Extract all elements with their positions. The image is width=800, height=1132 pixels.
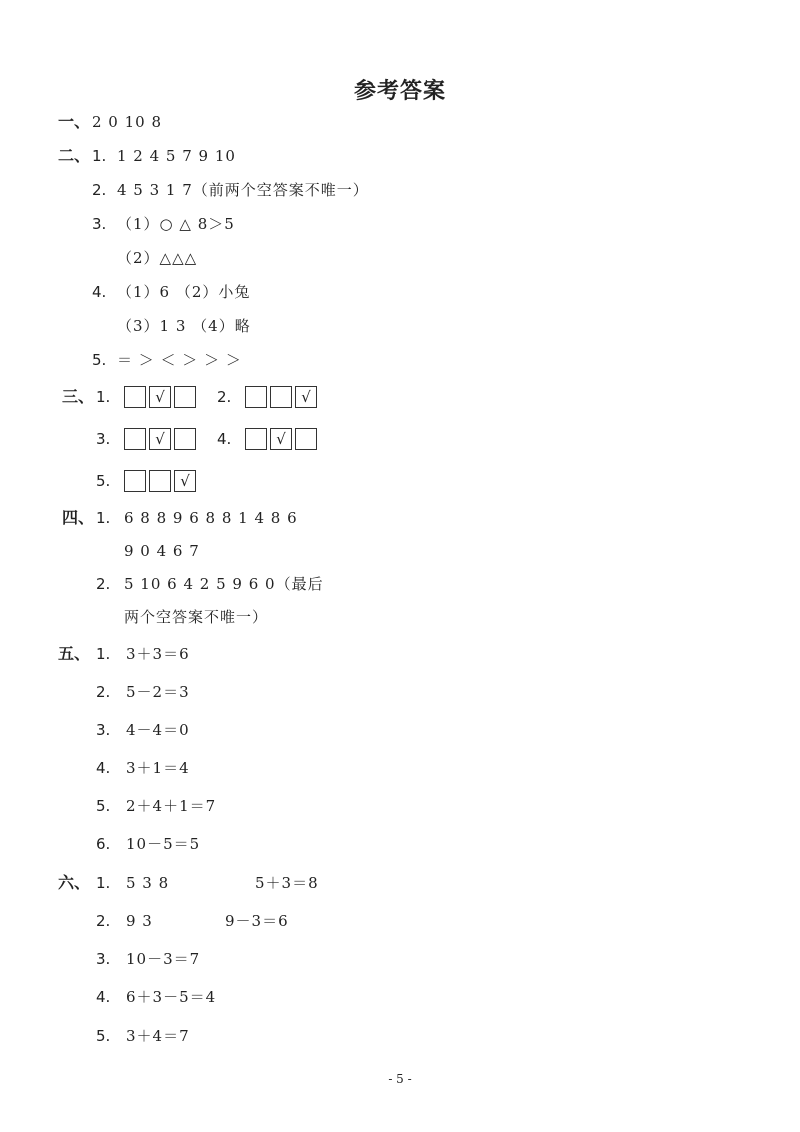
section-3-q5-boxes — [124, 470, 199, 492]
page-title: 参考答案 — [353, 79, 446, 104]
section-2-q4-number: 4. — [92, 283, 107, 301]
section-5-q1-number: 1. — [96, 645, 111, 663]
section-2-q5-number: 5. — [92, 351, 107, 369]
answer-box: √ — [270, 428, 292, 450]
section-6-q3-number: 3. — [96, 950, 111, 968]
section-6-q3-answer: 10－3＝7 — [126, 950, 201, 968]
section-5-q4-answer: 3＋1＝4 — [126, 759, 190, 777]
section-4-q1-answer: 6 8 8 9 6 8 8 1 4 8 6 — [124, 509, 298, 527]
section-6-q5-answer: 3＋4＝7 — [126, 1027, 190, 1045]
section-5-q6-row — [0, 829, 800, 859]
answer-box: √ — [295, 386, 317, 408]
answer-box — [245, 386, 267, 408]
section-5-q2-number: 2. — [96, 683, 111, 701]
answer-box — [174, 428, 196, 450]
section-4-label: 四、 — [62, 508, 95, 527]
answer-box: √ — [174, 470, 196, 492]
section-4-q2-row — [0, 569, 800, 599]
section-2-q3-number: 3. — [92, 215, 107, 233]
section-4-q1-row — [0, 503, 800, 533]
section-3-row-3 — [0, 466, 800, 496]
section-2-q5-row — [0, 345, 800, 375]
section-2-q4-answer-2: （3）1 3 （4）略 — [117, 317, 251, 335]
section-6-q1-number: 1. — [96, 874, 111, 892]
section-6-q4-number: 4. — [96, 988, 111, 1006]
section-5-q3-row — [0, 715, 800, 745]
section-2-q1-row — [0, 141, 800, 171]
section-1-label: 一、 — [58, 112, 91, 131]
section-5-q6-number: 6. — [96, 835, 111, 853]
section-6-q4-answer: 6＋3－5＝4 — [126, 988, 217, 1006]
section-4-q2-answer: 5 10 6 4 2 5 9 6 0（最后 — [124, 575, 324, 593]
section-6-q2-number: 2. — [96, 912, 111, 930]
section-6-q2-equation: 9－3＝6 — [225, 912, 289, 930]
section-6-q2-row — [0, 906, 800, 936]
section-2-q1-answer: 1 2 4 5 7 9 10 — [117, 147, 236, 165]
section-5-q5-answer: 2＋4＋1＝7 — [126, 797, 217, 815]
section-3-q2-boxes — [245, 386, 320, 408]
section-5-q2-answer: 5－2＝3 — [126, 683, 190, 701]
section-3-q4-number: 4. — [217, 430, 232, 448]
section-2-label: 二、 — [58, 146, 91, 165]
section-5-q2-row — [0, 677, 800, 707]
section-2-q3-row — [0, 209, 800, 239]
section-5-q5-number: 5. — [96, 797, 111, 815]
section-6-q1-row — [0, 868, 800, 898]
section-5-q4-number: 4. — [96, 759, 111, 777]
section-5-q3-answer: 4－4＝0 — [126, 721, 190, 739]
section-2-q4-answer: （1）6 （2）小兔 — [117, 283, 251, 301]
section-3-q3-number: 3. — [96, 430, 111, 448]
section-1-row — [0, 107, 800, 137]
section-2-q4-row — [0, 277, 800, 307]
section-3-q1-boxes — [124, 386, 199, 408]
section-4-q2-row2 — [0, 602, 800, 632]
section-4-q1-row2 — [0, 536, 800, 566]
answer-box — [245, 428, 267, 450]
section-6-q4-row — [0, 982, 800, 1012]
answer-box: √ — [149, 428, 171, 450]
section-3-q4-boxes — [245, 428, 320, 450]
section-2-q4-row2 — [0, 311, 800, 341]
section-5-q4-row — [0, 753, 800, 783]
section-6-q5-number: 5. — [96, 1027, 111, 1045]
section-2-q2-number: 2. — [92, 181, 107, 199]
section-3-q5-number: 5. — [96, 472, 111, 490]
section-3-q2-number: 2. — [217, 388, 232, 406]
section-2-q2-answer: 4 5 3 1 7（前两个空答案不唯一） — [117, 181, 369, 199]
answer-box — [270, 386, 292, 408]
answer-box — [124, 386, 146, 408]
section-6-q1-equation: 5＋3＝8 — [255, 874, 319, 892]
section-6-q3-row — [0, 944, 800, 974]
section-1-answer: 2 0 10 8 — [92, 113, 163, 131]
section-6-q5-row — [0, 1021, 800, 1051]
section-3-row-1 — [0, 382, 800, 412]
answer-box — [295, 428, 317, 450]
section-4-q1-number: 1. — [96, 509, 111, 527]
section-2-q3-answer: （1）○ △ 8＞5 — [117, 215, 235, 233]
section-3-label: 三、 — [62, 387, 95, 406]
section-5-q3-number: 3. — [96, 721, 111, 739]
section-6-label: 六、 — [58, 873, 91, 892]
section-4-q2-number: 2. — [96, 575, 111, 593]
section-2-q3-answer-2: （2）△△△ — [117, 249, 198, 267]
section-4-q2-answer-2: 两个空答案不唯一） — [124, 608, 269, 626]
page-number: - 5 - — [388, 1072, 412, 1086]
answer-box — [124, 428, 146, 450]
section-2-q3-row2 — [0, 243, 800, 273]
answer-box — [149, 470, 171, 492]
section-5-q5-row — [0, 791, 800, 821]
section-4-q1-answer-2: 9 0 4 6 7 — [124, 542, 200, 560]
section-5-q6-answer: 10－5＝5 — [126, 835, 201, 853]
section-2-q1-number: 1. — [92, 147, 107, 165]
section-3-q3-boxes — [124, 428, 199, 450]
answer-box — [174, 386, 196, 408]
section-5-q1-row — [0, 639, 800, 669]
answer-box: √ — [149, 386, 171, 408]
section-6-q1-answer: 5 3 8 — [126, 874, 170, 892]
section-2-q2-row — [0, 175, 800, 205]
answer-box — [124, 470, 146, 492]
section-3-q1-number: 1. — [96, 388, 111, 406]
section-5-q1-answer: 3＋3＝6 — [126, 645, 190, 663]
section-3-row-2 — [0, 424, 800, 454]
section-6-q2-answer: 9 3 — [126, 912, 153, 930]
section-2-q5-answer: ＝ ＞ ＜ ＞ ＞ ＞ — [117, 351, 242, 369]
section-5-label: 五、 — [58, 644, 91, 663]
